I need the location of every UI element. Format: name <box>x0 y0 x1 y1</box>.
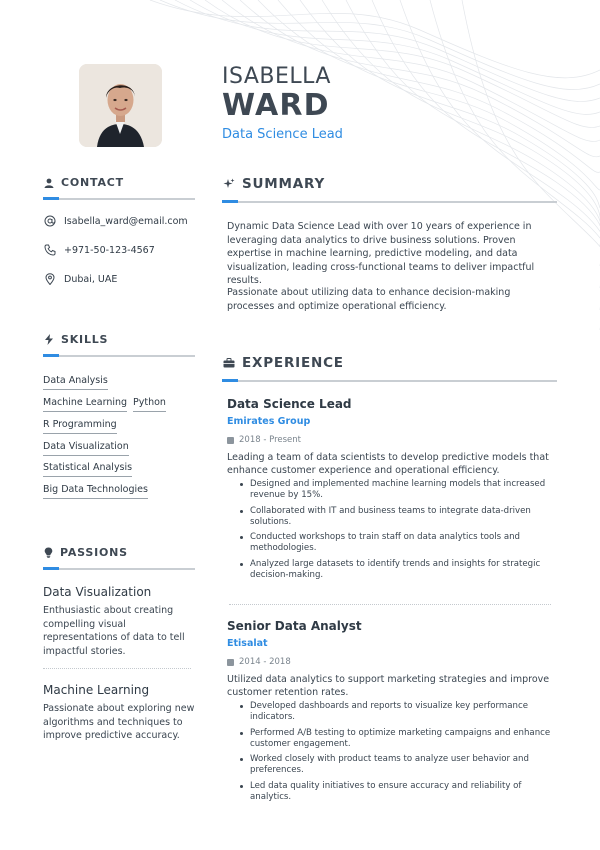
passion-separator <box>43 668 191 669</box>
at-icon <box>44 215 56 227</box>
skill-tag: Machine Learning <box>43 397 127 412</box>
skill-tag: Data Visualization <box>43 441 129 456</box>
person-icon <box>44 178 54 188</box>
summary-paragraph: Dynamic Data Science Lead with over 10 years of experience in leveraging data analytics to drive business solutions. Proven expertise in machine learning, predictive modeling, and data visualization, leading cross-functional teams to deliver impactful results. <box>227 221 535 286</box>
summary-heading <box>223 176 325 192</box>
job-bullets <box>240 701 555 807</box>
lightbulb-icon <box>44 547 53 558</box>
job-title: Data Science Lead <box>222 127 343 142</box>
phone-text: +971-50-123-4567 <box>64 244 155 256</box>
skill-tag: R Programming <box>43 419 117 434</box>
experience-heading <box>223 355 344 371</box>
skills-heading <box>44 333 108 346</box>
contact-location <box>44 273 117 285</box>
passion-description: Passionate about exploring new algorithms and techniques to improve predictive accuracy. <box>43 703 195 741</box>
job-bullet: Developed dashboards and reports to visualize key performance indicators. <box>240 701 555 723</box>
job-intro: Utilized data analytics to support marketing strategies and improve customer retention rates. <box>227 674 550 698</box>
calendar-icon <box>227 437 234 444</box>
job-bullet: Collaborated with IT and business teams to integrate data-driven solutions. <box>240 506 555 528</box>
email-text: Isabella_ward@email.com <box>64 215 188 227</box>
contact-heading-label: CONTACT <box>61 176 124 189</box>
skills-heading-label: SKILLS <box>61 333 109 346</box>
location-text: Dubai, UAE <box>64 273 118 285</box>
job-dates-text: 2018 - Present <box>239 435 301 445</box>
job-company: Emirates Group <box>227 416 311 427</box>
passion-title: Machine Learning <box>43 683 150 697</box>
job-separator <box>229 604 551 605</box>
contact-heading <box>44 176 124 189</box>
passions-divider <box>43 568 195 570</box>
summary-heading-label: SUMMARY <box>242 176 326 192</box>
first-name: ISABELLA <box>222 64 331 89</box>
passion-description: Enthusiastic about creating compelling visual representations of data to tell impactful stories. <box>43 605 185 657</box>
passions-heading <box>44 546 128 559</box>
job-bullet: Designed and implemented machine learning models that increased revenue by 15%. <box>240 479 555 501</box>
contact-phone[interactable] <box>44 244 155 256</box>
phone-icon <box>44 244 56 256</box>
job-bullets <box>240 479 555 585</box>
profile-photo <box>79 64 162 147</box>
location-pin-icon <box>44 273 56 285</box>
calendar-icon <box>227 659 234 666</box>
job-bullet: Analyzed large datasets to identify trends and insights for strategic decision-making. <box>240 559 555 581</box>
job-company: Etisalat <box>227 638 268 649</box>
experience-divider <box>222 380 557 382</box>
skill-tag: Big Data Technologies <box>43 484 148 499</box>
experience-heading-label: EXPERIENCE <box>242 355 344 371</box>
job-bullet: Led data quality initiatives to ensure accuracy and reliability of analytics. <box>240 781 555 803</box>
bolt-icon <box>44 334 54 345</box>
job-intro: Leading a team of data scientists to develop predictive models that enhance customer experience and operational efficiency. <box>227 452 549 476</box>
job-role: Senior Data Analyst <box>227 619 362 633</box>
briefcase-icon <box>223 358 235 368</box>
job-bullet: Performed A/B testing to optimize marketing campaigns and enhance customer engagement. <box>240 728 555 750</box>
contact-divider <box>43 198 195 200</box>
job-bullet: Worked closely with product teams to analyze user behavior and preferences. <box>240 754 555 776</box>
passions-heading-label: PASSIONS <box>60 546 128 559</box>
job-role: Data Science Lead <box>227 397 352 411</box>
skill-tag: Statistical Analysis <box>43 462 132 477</box>
job-bullet: Conducted workshops to train staff on data analytics tools and methodologies. <box>240 532 555 554</box>
job-dates <box>227 435 301 445</box>
contact-email[interactable] <box>44 215 188 227</box>
summary-divider <box>222 201 557 203</box>
job-dates-text: 2014 - 2018 <box>239 657 291 667</box>
sparkle-icon <box>223 178 235 190</box>
skills-divider <box>43 355 195 357</box>
skill-tag: Python <box>133 397 166 412</box>
job-dates <box>227 657 291 667</box>
passion-title: Data Visualization <box>43 585 152 599</box>
summary-paragraph: Passionate about utilizing data to enhance decision-making processes and optimize operational efficiency. <box>227 287 511 312</box>
last-name: WARD <box>222 88 330 123</box>
skill-tag: Data Analysis <box>43 375 108 390</box>
